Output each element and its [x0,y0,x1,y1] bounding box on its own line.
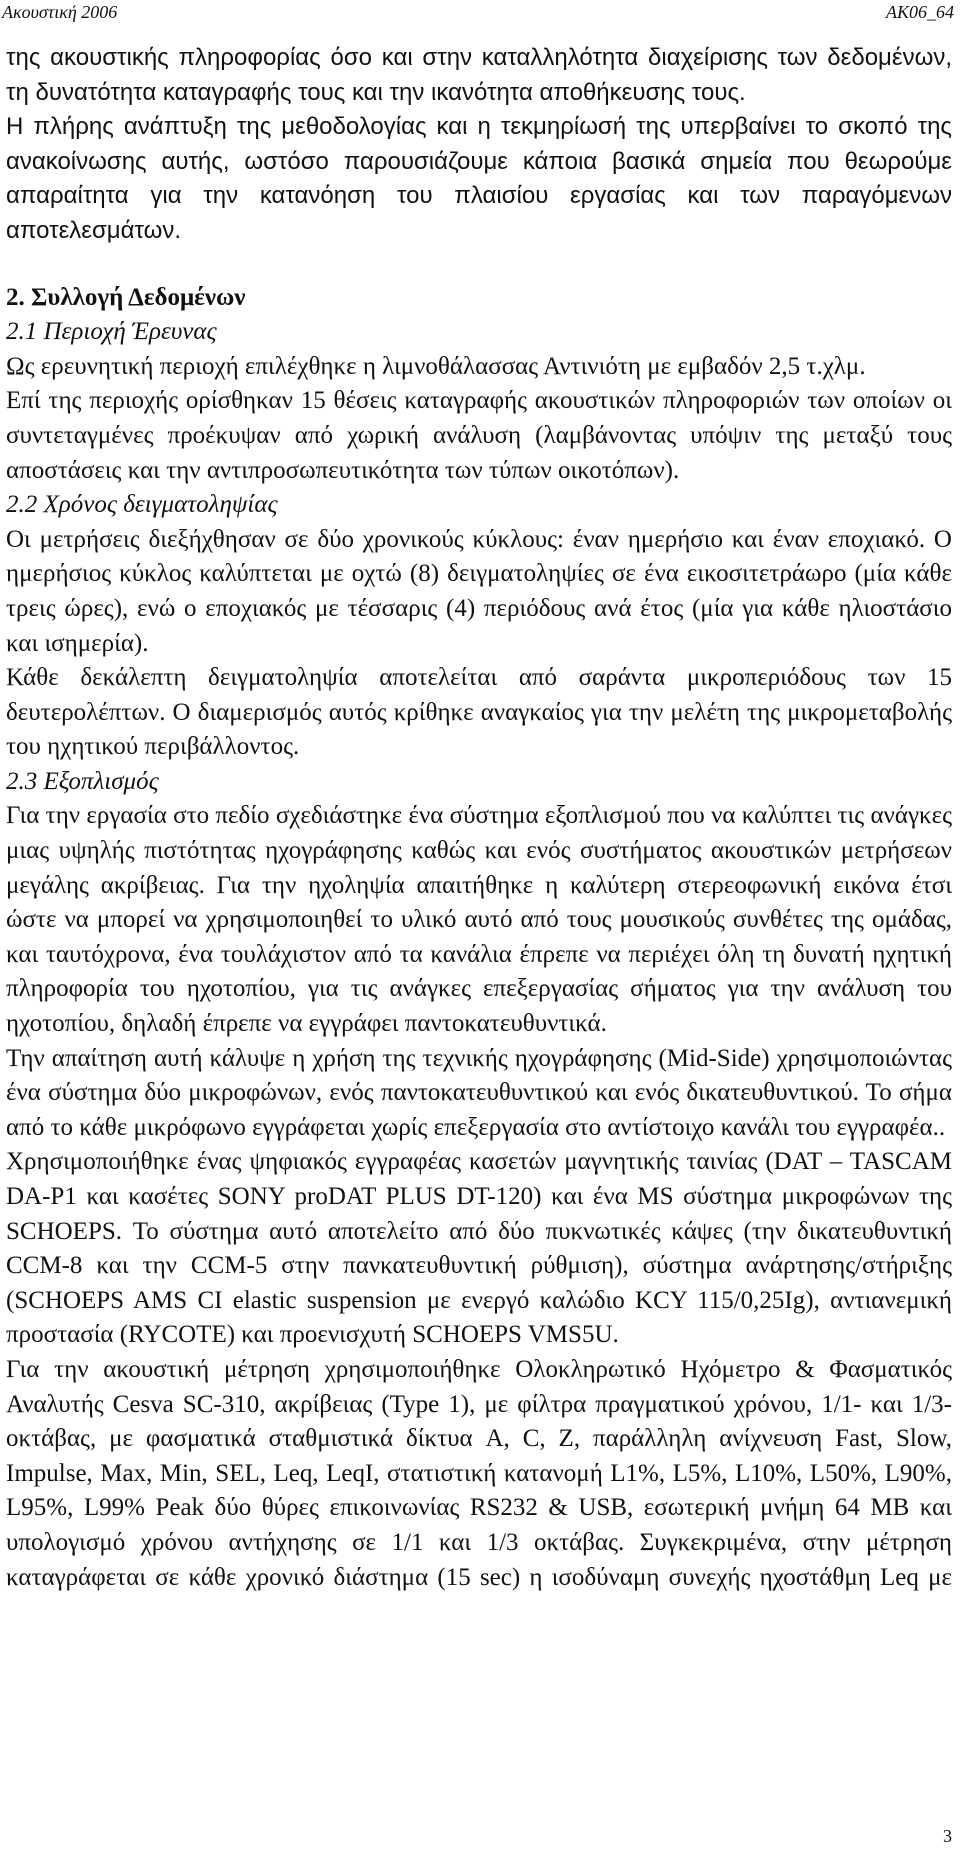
page-number: 3 [943,1826,952,1846]
subsection-2-3-paragraph-2: Την απαίτηση αυτή κάλυψε η χρήση της τεχνικής ηχογράφησης (Mid-Side) χρησιμοποιώντας ένα σύστημα δύο μικροφώνων, ενός παντοκατευθυντικού και ενός δικατευθυντικού. Το σήμα από το κάθε μικρόφωνο εγγράφεται χωρίς επεξεργασία στο αντίστοιχο κανάλι του εγγραφέα.. [6,1044,952,1141]
header-journal: Ακουστική 2006 [2,2,118,22]
header-paper-code: AK06_64 [885,2,954,22]
running-header [0,0,960,26]
subsection-2-2-paragraph-1: Οι μετρήσεις διεξήχθησαν σε δύο χρονικούς κύκλους: έναν ημερήσιο και έναν εποχιακό. Ο ημερήσιος κύκλος καλύπτεται με οχτώ (8) δειγματοληψίες σε ένα εικοσιτετράωρο (μία κάθε τρεις ώρες), ενώ ο εποχιακός με τέσσαρις (4) περιόδους ανά έτος (μία για κάθε ηλιοστάσιο και ισημερία). [6,525,952,657]
subsection-2-3-paragraph-4: Για την ακουστική μέτρηση χρησιμοποιήθηκε Ολοκληρωτικό Ηχόμετρο & Φασματικός Αναλυτής Cesva SC-310, ακρίβειας (Type 1), με φίλτρα πραγματικού χρόνου, 1/1- και 1/3- οκτάβας, με φασματικά σταθμιστικά δίκτυα A, C, Z, παράλληλη ανίχνευση Fast, Slow, Impulse, Max, Min, SEL, Leq, LeqI, στατιστική κατανομή L1%, L5%, L10%, L50%, L90%, L95%, L99% Peak δύο θύρες επικοινωνίας RS232 & USB, εσωτερική μνήμη 64 MB και υπολογισμό χρόνου αντήχησης σε 1/1 και 1/3 οκτάβας. Συγκεκριμένα, στην μέτρηση καταγράφεται σε κάθε χρονικό διάστημα (15 sec) η ισοδύναμη συνεχής ηχοστάθμη Leq με [6,1355,952,1591]
intro-paragraph-2: Η πλήρης ανάπτυξη της μεθοδολογίας και η τεκμηρίωσή της υπερβαίνει το σκοπό της ανακοίνωσης αυτής, ωστόσο παρουσιάζουμε κάποια βασικά σημεία που θεωρούμε απαραίτητα για την κατανόηση του πλαισίου εργασίας και των παραγόμενων αποτελεσμάτων. [6,113,952,244]
subsection-2-3-paragraph-1: Για την εργασία στο πεδίο σχεδιάστηκε ένα σύστημα εξοπλισμού που να καλύπτει τις ανάγκες μιας υψηλής πιστότητας ηχογράφησης καθώς και ενός συστήματος ακουστικών μετρήσεων μεγάλης ακρίβειας. Για την ηχοληψία απαιτήθηκε η καλύτερη στερεοφωνική εικόνα έτσι ώστε να μπορεί να χρησιμοποιηθεί το υλικό αυτό από τους μουσικούς συνθέτες της ομάδας, και ταυτόχρονα, ένα τουλάχιστον από τα κανάλια έπρεπε να περιέχει όλη τη δυνατή ηχητική πληροφορία του ηχοτοπίου, για τις ανάγκες επεξεργασίας σήματος για την ανάλυση του ηχοτοπίου, δηλαδή έπρεπε να εγγράφει παντοκατευθυντικά. [6,802,952,1038]
subsection-2-3-paragraph-3: Χρησιμοποιήθηκε ένας ψηφιακός εγγραφέας κασετών μαγνητικής ταινίας (DAT – TASCAM DA-P1 και κασέτες SONY proDAT PLUS DT-120) και ένα MS σύστημα μικροφώνων της SCHOEPS. Το σύστημα αυτό αποτελείτο από δύο πυκνωτικές κάψες (την δικατευθυντική CCM-8 και την CCM-5 στην πανκατευθυντική ρύθμιση), σύστημα ανάρτησης/στήριξης (SCHOEPS AMS CI elastic suspension με ενεργό καλώδιο KCY 115/0,25Ig), αντιανεμική προστασία (RYCOTE) και προενισχυτή SCHOEPS VMS5U. [6,1148,952,1349]
subsection-2-2-title: 2.2 Χρόνος δειγματοληψίας [6,491,278,519]
page-body [6,41,952,1595]
section-spacer [6,249,952,281]
subsection-2-3-title: 2.3 Εξοπλισμός [6,767,159,795]
subsection-2-2-paragraph-2: Κάθε δεκάλεπτη δειγματοληψία αποτελείται από σαράντα μικροπεριόδους των 15 δευτερολέπτων. Ο διαμερισμός αυτός κρίθηκε αναγκαίος για την μελέτη της μικρομεταβολής του ηχητικού περιβάλλοντος. [6,664,952,761]
intro-paragraph-1: της ακουστικής πληροφορίας όσο και στην καταλληλότητα διαχείρισης των δεδομένων, τη δυνατότητα καταγραφής τους και την ικανότητα αποθήκευσης τους. [6,44,952,106]
subsection-2-1-title: 2.1 Περιοχή Έρευνας [6,318,217,346]
subsection-2-1-paragraph-2: Επί της περιοχής ορίσθηκαν 15 θέσεις καταγραφής ακουστικών πληροφοριών των οποίων οι συντεταγμένες προέκυψαν από χωρική ανάλυση (λαμβάνοντας υπόψιν της μεταξύ τους αποστάσεις και την αντιπροσωπευτικότητα των τύπων οικοτόπων). [6,387,952,484]
subsection-2-1-paragraph-1: Ως ερευνητική περιοχή επιλέχθηκε η λιμνοθάλασσας Αντινιότη με εμβαδόν 2,5 τ.χλμ. [6,352,866,380]
section-2-title: 2. Συλλογή Δεδομένων [6,283,246,311]
